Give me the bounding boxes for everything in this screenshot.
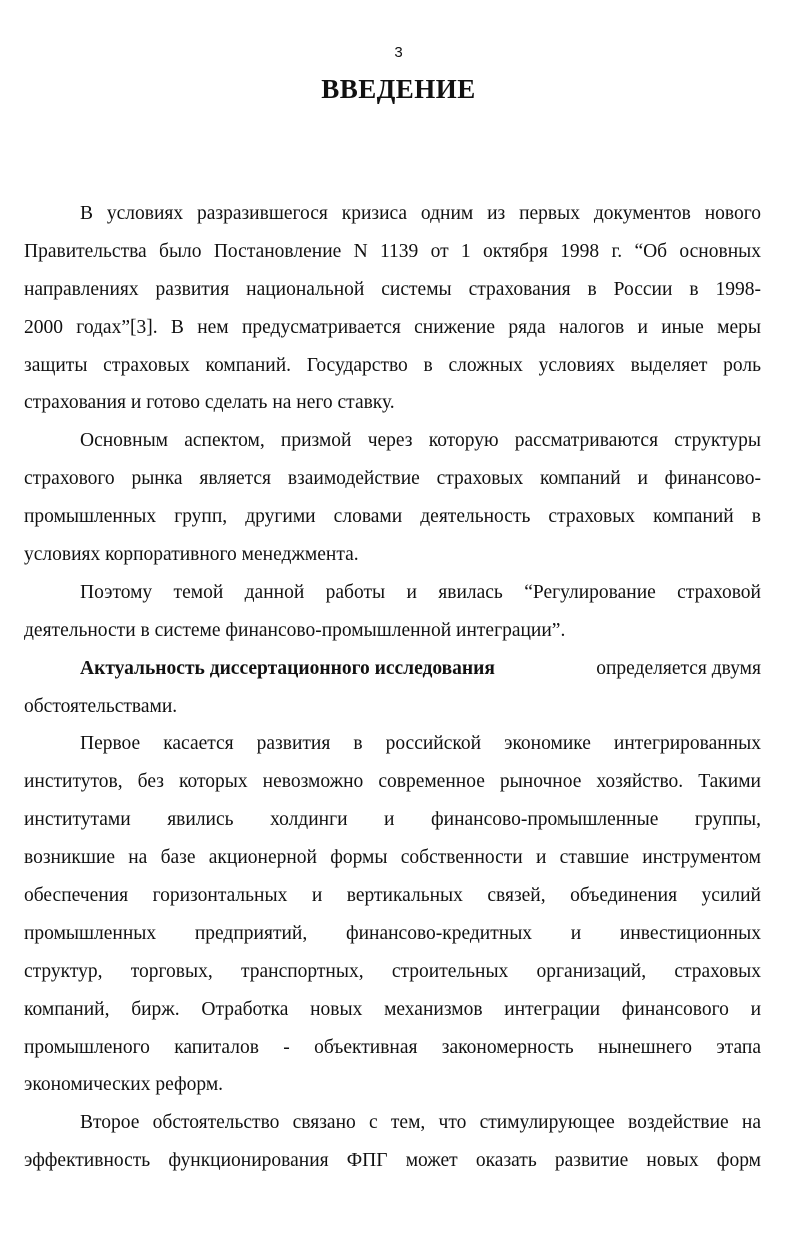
text-line: промышленого капиталов - объективная закономерность нынешнего этапа bbox=[24, 1036, 761, 1058]
text-line: страхования и готово сделать на него ставку. bbox=[24, 392, 395, 414]
page-number: 3 bbox=[394, 44, 403, 61]
text-line: структур, торговых, транспортных, строительных организаций, страховых bbox=[24, 960, 761, 982]
text-line: экономических реформ. bbox=[24, 1074, 224, 1096]
text-line: институтов, без которых невозможно современное рыночное хозяйство. Такими bbox=[24, 771, 761, 793]
text-line: защиты страховых компаний. Государство в сложных условиях выделяет роль bbox=[24, 354, 761, 376]
text-line: направлениях развития национальной системы страхования в России в 1998- bbox=[24, 278, 761, 300]
text-fragment: определяется двумя bbox=[596, 657, 761, 679]
text-line: промышленных предприятий, финансово-кредитных и инвестиционных bbox=[24, 922, 761, 944]
text-line: Поэтому темой данной работы и явилась “Регулирование страховой bbox=[80, 581, 761, 603]
text-line: деятельности в системе финансово-промышленной интеграции”. bbox=[24, 619, 566, 641]
text-line: Первое касается развития в российской экономике интегрированных bbox=[80, 733, 761, 755]
text-line: компаний, бирж. Отработка новых механизмов интеграции финансового и bbox=[24, 998, 761, 1020]
text-line bbox=[24, 654, 761, 692]
text-line: 2000 годах”[3]. В нем предусматривается снижение ряда налогов и иные меры bbox=[24, 316, 761, 338]
text-line: Правительства было Постановление N 1139 от 1 октября 1998 г. “Об основных bbox=[24, 240, 761, 262]
text-line: условиях корпоративного менеджмента. bbox=[24, 544, 359, 566]
text-line: В условиях разразившегося кризиса одним из первых документов нового bbox=[80, 203, 761, 224]
document-body bbox=[24, 199, 761, 1184]
text-line: Основным аспектом, призмой через которую рассматриваются структуры bbox=[80, 430, 761, 452]
page-title: ВВЕДЕНИЕ bbox=[321, 74, 476, 104]
text-line: страхового рынка является взаимодействие страховых компаний и финансово- bbox=[24, 468, 761, 490]
text-line: эффективность функционирования ФПГ может оказать развитие новых форм bbox=[24, 1150, 761, 1172]
text-line: Второе обстоятельство связано с тем, что стимулирующее воздействие на bbox=[80, 1112, 761, 1134]
text-line: обстоятельствами. bbox=[24, 695, 178, 717]
text-line: возникшие на базе акционерной формы собственности и ставшие инструментом bbox=[24, 847, 761, 869]
text-line: обеспечения горизонтальных и вертикальных связей, объединения усилий bbox=[24, 885, 761, 907]
text-line: промышленных групп, другими словами деятельность страховых компаний в bbox=[24, 506, 761, 528]
text-line: институтами явились холдинги и финансово-промышленные группы, bbox=[24, 809, 761, 831]
emphasis-text: Актуальность диссертационного исследования bbox=[80, 657, 495, 679]
